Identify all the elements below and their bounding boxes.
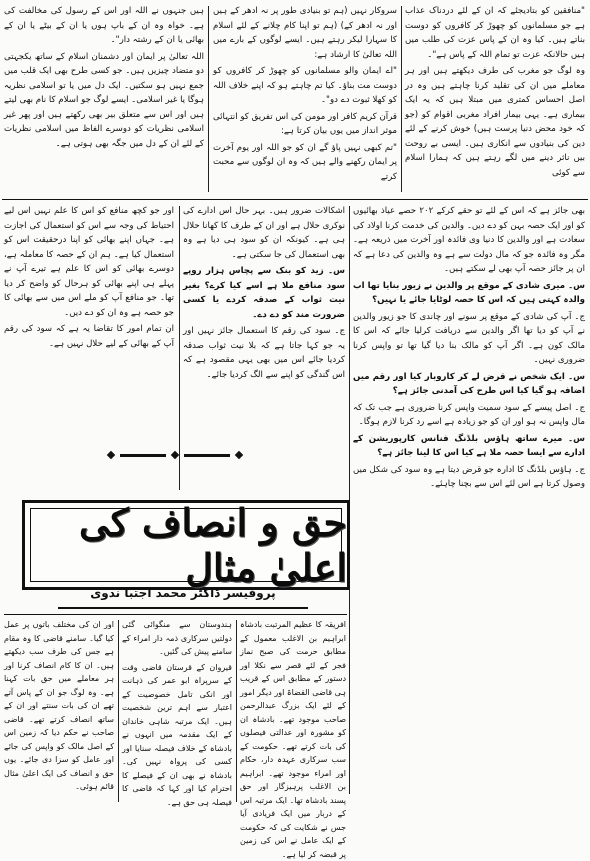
column-divider [401, 6, 402, 192]
article-paragraph: اور ان کی مختلف باتوں پر عمل کیا گیا۔ سامنے قاضی کا وہ مقام ہے جس کی طرف سب دیکھتے ہیں۔ ان کا کام انصاف کرنا اور ہر معاملے میں حق بات کہنا ہے۔ وہ لوگ جو ان کے پاس آتے تھے ان کی بات سنتے اور ان کے ساتھ انصاف کرتے تھے۔ قاضی صاحب نے حکم دیا کہ زمین اس کے اصل مالک کو واپس کی جائے اور عامل کو سزا دی جائے۔ یوں حق و انصاف کی ایک اعلیٰ مثال قائم ہوئی۔ [4, 620, 114, 791]
middle-column-left [4, 204, 174, 440]
middle-column-right [353, 204, 585, 794]
top-column-left [4, 4, 204, 194]
article-paragraph: اللہ تعالیٰ پر ایمان اور دشمنان اسلام کے ساتھ یکجہتی دو متضاد چیزیں ہیں۔ جو کسی طرح بھی ایک قلب میں جمع نہیں ہو سکتیں۔ ایک دل میں یا تو اسلامی نظریہ ہوگا یا غیر اسلامی۔ ایسے لوگ جو اسلام کا نام بھی لیتے ہیں اور اس سے متعلق بیر بھی رکھتے ہیں اور پھر غیر اسلامی نظریات کو دوسرے الفاظ میں اسلامی نظریات کے لئے ان کے دل میں جگہ بھی ہوتی ہے۔ [3, 51, 204, 149]
top-column-middle [213, 4, 397, 194]
column-divider [236, 620, 237, 802]
article-paragraph: قرآن کریم کافر اور مومن کی اس تفریق کو انتہائی موثر انداز میں یوں بیان کرتا ہے: [213, 111, 397, 136]
article-paragraph: ہندوستان سے منگوائی گئی دولتیں سرکاری ذمہ دار امراء کے سامنے پیش کی گئیں۔ [122, 620, 232, 656]
section-divider [2, 199, 588, 200]
column-divider [118, 620, 119, 802]
column-divider [208, 6, 209, 192]
article-paragraph: اشکالات ضرور ہیں۔ بہر حال اس ادارے کی نوکری حلال ہے اور ان کے طرف کا کھانا حلال ہی ہے۔ کیونکہ ان کو سود ہی دیا ہے وہ بھی استعمال کی جا سکتی ہے۔ [183, 206, 345, 260]
bottom-divider [4, 614, 347, 615]
ornament-bar [120, 454, 166, 457]
question-paragraph: س۔ زید کو بنک سے پچاس ہزار روپے سود منافع ملا ہے اسے کیا کرے؟ بغیر نیت ثواب کے صدقہ کردے یا کسی ضرورت مند کو دے دے۔ [183, 266, 345, 320]
bottom-column-right [240, 618, 346, 859]
answer-paragraph: ج۔ ہاؤس بلڈنگ کا ادارہ جو قرض دیتا ہے وہ سود کی شکل میں وصول کرتا ہے اس لئے اس سے بچنا چاہئے۔ [353, 464, 585, 489]
article-paragraph: قیروان کے قرستان قاضی وقت کے سرپراہ ابو عمر کی ذہانت اور انکی تامل خصوصیت کے اعتبار سے اہم ترین شخصیت ہیں۔ ایک مرتبہ شاہی خاندان کے ایک مقدمہ میں انہوں نے بادشاہ کے خلاف فیصلہ سنایا اور کسی کی پرواہ نہیں کی۔ بادشاہ نے بھی ان کے فیصلے کا احترام کیا اور کہا کہ قاضی کا فیصلہ ہی حق ہے۔ [122, 662, 232, 807]
article-banner [22, 500, 350, 590]
section-ornament [95, 444, 255, 466]
article-byline: پروفیسر ڈاکٹر محمد اجتبا ندوی [38, 586, 328, 606]
ornament-diamond [235, 451, 243, 459]
article-paragraph: ہیں جنہوں نے اللہ اور اس کے رسول کی مخالفت کی ہے۔ خواہ وہ ان کے باپ ہوں یا ان کے بیٹے یا ان کے بھائی یا ان کے رشتہ دار"۔ [4, 6, 204, 45]
article-paragraph: اور جو کچھ منافع کو اس کا علم نہیں اس لیے احتیاط کی وجہ سے اس کو استعمال کی اجازت ہے۔ جہاں اپنے بھائی کو اپنا درحقیقت اس کو استعمال کیا ہے۔ ہم ان کے حصہ کا معاملہ ہے، دوسرے بھائی کو اس کا علم ہے تیرے آپ نے پہلے ہی اپنے بھائی کو ہرحال کو واضح کر دیا تھا۔ جو منافع آپ کو ملے اس میں سے بھائی کا جو حصہ ہے وہ ان کو دے دیں۔ [4, 206, 174, 318]
article-title: حق و انصاف کی اعلیٰ مثال [78, 500, 347, 590]
article-paragraph: افریقہ کا عظیم المرتبت بادشاہ ابراہیم بن الاغلب معمول کے مطابق حرمت کی صبح نماز فجر کے لئے قصر سے نکلا اور دستور کے مطابق اس کے قریب ہی قاضی القضاۃ اور دیگر امور کے لئے ایک بزرگ عبدالرحمن صاحب موجود تھے۔ بادشاہ ان کو مشورہ اور عدالتی فیصلوں کی بات کرتے تھے۔ حکومت کے سب سرکاری عہدہ دار، حکام اور امراء موجود تھے۔ ابراہیم بن الاغلب پرہیزگار اور حق پسند بادشاہ تھا۔ ایک مرتبہ اس کے دربار میں ایک فریادی آیا جس نے شکایت کی کہ حکومت کے ایک عامل نے اس کی زمین پر قبضہ کر لیا ہے۔ [240, 620, 346, 859]
article-paragraph: ان تمام امور کا تقاضا یہ ہے کہ سود کی رقم آپ کے بھائی کے لیے حلال نہیں ہے۔ [4, 324, 174, 349]
bottom-column-middle [122, 618, 232, 807]
question-paragraph: س۔ میری شادی کے موقع پر والدین نے زیور بنایا تھا اب والدہ کہتی ہیں کہ اس کا حصہ لوٹایا جائے یا نہیں؟ [353, 280, 585, 305]
article-paragraph: بھی جائز ہے کہ اس کے لئے تو حقے کرکے ۲۰۲ حصے عیاذ بھائیوں کو اور ایک حصہ بہن کو دے دیں۔ والدین کی خدمت کرنا اولاد کی سعادت ہے اور والدین کا دنیا وی فائدہ اور آخرت میں ذریعہ ہے۔ مگر وہ فائدہ جو کہ مال دولت سے ہے وہ والدین کی دعا ہے کہ ان پر جائز حصہ آپ بھی لے سکتے ہیں۔ [353, 206, 585, 274]
answer-paragraph: ج۔ سود کی رقم کا استعمال جائز نہیں اور یہ جو کہا جاتا ہے کہ بلا نیت ثواب صدقہ کردیا جائے اس میں بھی یہی مقصود ہے کہ اس گندگی کو اپنے سے الگ کردیا جائے۔ [183, 326, 345, 380]
article-paragraph: وہ لوگ جو مغرب کی طرف دیکھتے ہیں اور ہر معاملے میں ان کی تقلید کرنا چاہتے ہیں وہ در اصل احساس کمتری میں مبتلا ہیں کہ یہ ایک بیماری ہے۔ یہی بیمار افراد مغربی اقوام کو (جو کہ خود محض دنیا پرست ہیں) خوش کرنے کے لئے دین کی بنیادوں سے انکاری ہیں۔ ایسی بے روحت بیں ناثر دینے میں لگے رہتے ہیں کہ ہمارا اسلام سے کوئی [405, 66, 585, 178]
question-paragraph: س۔ میرے ساتھ ہاؤس بلڈنگ فنانس کارپوریشن کے ادارے سے ایسا حصہ ملا ہے کیا اس کا لینا جائز ہے؟ [353, 433, 585, 458]
top-column-right [405, 4, 585, 194]
answer-paragraph: ج۔ اصل پیسے کے سود سمیت واپس کرنا ضروری ہے جب تک کہ مال واپس نہ ہو اور ان کو جو زیادہ ہے اسے رد کرنا لازم ہوگا۔ [353, 402, 585, 427]
answer-paragraph: ج۔ آپ کی شادی کے موقع پر سونے اور چاندی کا جو زیور والدین نے آپ کو دیا تھا اگر والدین سے دریافت کرلیا جائے کہ اس کا مالک کون ہے۔ اگر آپ کو مالک بنا دیا گیا تھا تو واپس کرنا ضروری نہیں۔ [353, 311, 585, 365]
quote-paragraph: "اے ایمان والو مسلمانوں کو چھوڑ کر کافروں کو دوست مت بناؤ۔ کیا تم چاہتے ہو کہ اپنے خلاف اللہ کو کھلا ثبوت دے دو"۔ [213, 66, 397, 105]
ornament-diamond [107, 451, 115, 459]
bottom-column-left [4, 618, 114, 804]
article-paragraph: "منافقین کو بتادیجئے کہ ان کے لئے دردناک عذاب ہے جو مسلمانوں کو چھوڑ کر کافروں کو دوست بناتے ہیں۔ کیا وہ ان کے پاس عزت کی طلب میں ہیں حالانکہ عزت تو تمام اللہ کے پاس ہے"۔ [405, 6, 585, 60]
question-paragraph: س۔ ایک شخص نے قرض لے کر کاروبار کیا اور رقم میں اضافہ ہو گیا کیا اس طرح کی آمدنی جائز ہے؟ [353, 371, 585, 396]
quote-paragraph: "تم کبھی نہیں پاؤ گے ان کو جو اللہ اور یوم آخرت پر ایمان رکھنے والے ہیں کہ وہ ان لوگوں سے محبت کرتے [213, 142, 397, 182]
article-paragraph: سروکار نہیں (ہم تو بنیادی طور پر نہ ادھر کے ہیں اور نہ ادھر کے) (ہم تو اپنا کام چلانے کے لئے اسلام کا سہارا لیکر رہتے ہیں۔ ایسے لوگوں کے بارے میں اللہ تعالیٰ کا ارشاد ہے: [213, 6, 397, 60]
ornament-bar [184, 454, 230, 457]
ornament-diamond [171, 451, 179, 459]
